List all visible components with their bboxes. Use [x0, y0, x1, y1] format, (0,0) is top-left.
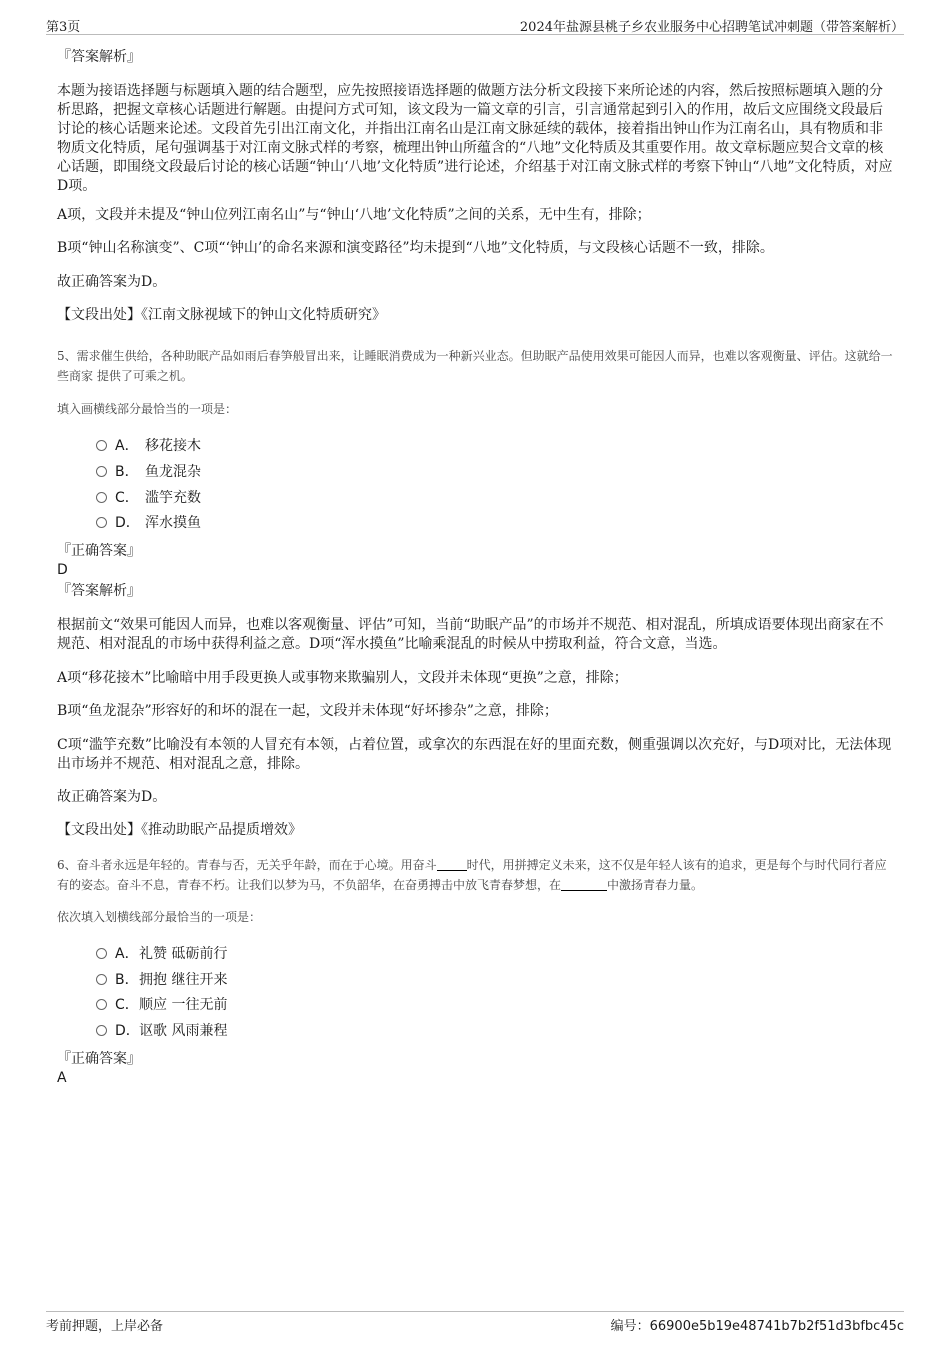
radio-icon[interactable]	[96, 948, 107, 959]
q4-analysis-text: 本题为接语选择题与标题填入题的结合题型，应先按照接语选择题的做题方法分析文段接下来所论述的内容，然后按照标题填入题的分析思路，把握文章核心话题进行解题。由提问方式可知，该文段为一篇文章的引言，引言通常起到引入的作用，故后文应围绕文段最后讨论的核心话题来论述。文段首先引出江南文化，并指出江南名山是江南文脉延续的载体，接着指出钟山作为江南名山，具有物质和非物质文化特质，尾句强调基于对江南文脉式样的考察，梳理出钟山所蕴含的“八地”文化特质及其重要作用。故文章标题应契合文章的核心话题，即围绕文段最后讨论的核心话题“钟山‘八地’文化特质”进行论述，介绍基于对江南文脉式样的考察下钟山“八地”文化特质，对应D项。	[57, 83, 893, 194]
q5-answer: D	[57, 562, 68, 578]
q5-prompt: 填入画横线部分最恰当的一项是：	[57, 402, 238, 416]
q6-answer: A	[57, 1070, 67, 1086]
q5-stem: 5、需求催生供给，各种助眠产品如雨后春笋般冒出来，让睡眠消费成为一种新兴业态。但助眠产品使用效果可能因人而异，也难以客观衡量、评估。这就给一些商家 提供了可乘之机。	[57, 349, 893, 383]
page-footer	[46, 1311, 904, 1332]
q5-option-b-analysis: B项“鱼龙混杂”形容好的和坏的混在一起，文段并未体现“好坏掺杂”之意，排除；	[57, 703, 558, 719]
q6-option-a[interactable]: A．礼赞 砥砺前行	[96, 945, 227, 963]
q5-option-c-analysis: C项“滥竽充数”比喻没有本领的人冒充有本领，占着位置，或拿次的东西混在好的里面充数，侧重强调以次充好，与D项对比，无法体现出市场并不规范、相对混乱之意，排除。	[57, 737, 892, 772]
q5-option-c[interactable]: C． 滥竽充数	[96, 489, 201, 507]
radio-icon[interactable]	[96, 999, 107, 1010]
q6-answer-label: 『正确答案』	[57, 1051, 141, 1067]
q6-blank-1	[437, 858, 467, 871]
q5-answer-label: 『正确答案』	[57, 543, 141, 559]
q5-option-a-analysis: A项“移花接木”比喻暗中用手段更换人或事物来欺骗别人，文段并未体现“更换”之意，排除；	[57, 670, 628, 686]
q4-source: 【文段出处】《江南文脉视域下的钟山文化特质研究》	[57, 307, 386, 323]
radio-icon[interactable]	[96, 517, 107, 528]
page-header	[46, 14, 904, 35]
q6-prompt: 依次填入划横线部分最恰当的一项是：	[57, 910, 262, 924]
radio-icon[interactable]	[96, 492, 107, 503]
q5-option-d[interactable]: D． 浑水摸鱼	[96, 514, 201, 532]
q4-option-a-analysis: A项，文段并未提及“钟山位列江南名山”与“钟山‘八地’文化特质”之间的关系，无中生有，排除；	[57, 207, 651, 223]
q5-option-b[interactable]: B． 鱼龙混杂	[96, 463, 201, 481]
q4-analysis-label: 『答案解析』	[57, 49, 141, 65]
q5-option-a[interactable]: A． 移花接木	[96, 437, 201, 455]
q5-conclusion: 故正确答案为D。	[57, 789, 167, 805]
q5-analysis-text: 根据前文“效果可能因人而异，也难以客观衡量、评估”可知，当前“助眠产品”的市场并不规范、相对混乱，所填成语要体现出商家在不规范、相对混乱的市场中获得利益之意。D项“浑水摸鱼”比喻乘混乱的时候从中捞取利益，符合文意，当选。	[57, 617, 884, 652]
q4-conclusion: 故正确答案为D。	[57, 274, 167, 290]
radio-icon[interactable]	[96, 440, 107, 451]
radio-icon[interactable]	[96, 466, 107, 477]
q5-analysis-label: 『答案解析』	[57, 583, 141, 599]
footer-slogan: 考前押题，上岸必备	[46, 1319, 164, 1334]
document-code: 编号：66900e5b19e48741b7b2f51d3bfbc45c	[610, 1319, 904, 1334]
q5-source: 【文段出处】《推动助眠产品提质增效》	[57, 822, 302, 838]
radio-icon[interactable]	[96, 974, 107, 985]
q6-stem: 6、奋斗者永远是年轻的。青春与否，无关乎年龄，而在于心境。用奋斗 时代，用拼搏定义未来，这不仅是年轻人该有的追求，更是每个与时代同行者应有的姿态。奋斗不息，青春不朽。让我们以梦为马，不负韶华，在奋勇搏击中放飞青春梦想，在 中激扬青春力量。	[57, 858, 887, 892]
q6-option-c[interactable]: C．顺应 一往无前	[96, 996, 227, 1014]
q6-option-d[interactable]: D．讴歌 风雨兼程	[96, 1022, 227, 1040]
page-number: 第3页	[46, 20, 81, 35]
document-title: 2024年盐源县桃子乡农业服务中心招聘笔试冲刺题（带答案解析）	[519, 20, 904, 35]
q6-blank-2	[561, 878, 607, 891]
q6-option-b[interactable]: B．拥抱 继往开来	[96, 971, 227, 989]
q4-option-bc-analysis: B项“钟山名称演变”、C项“‘钟山’的命名来源和演变路径”均未提到“八地”文化特质，与文段核心话题不一致，排除。	[57, 240, 774, 256]
radio-icon[interactable]	[96, 1025, 107, 1036]
